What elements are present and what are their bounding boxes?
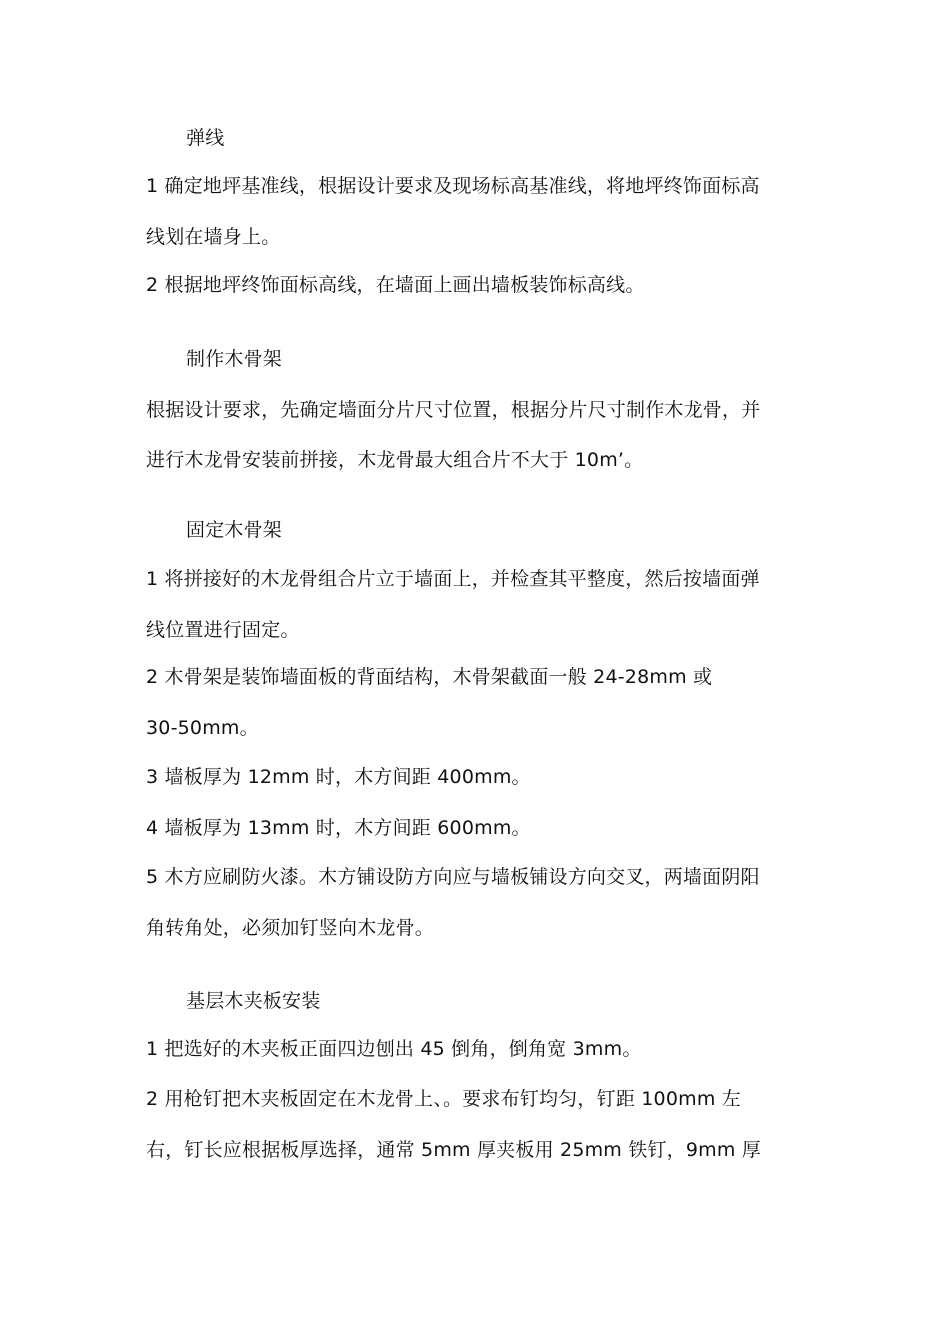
paragraph-line: 1 将拼接好的木龙骨组合片立于墙面上，并检查其平整度，然后按墙面弹: [146, 568, 760, 590]
paragraph-line: 30-50mm。: [146, 717, 259, 739]
section-heading-tanxian: 弹线: [186, 127, 225, 149]
section-heading-guding-mugujia: 固定木骨架: [186, 519, 283, 541]
paragraph-line: 2 根据地坪终饰面标高线，在墙面上画出墙板装饰标高线。: [146, 274, 645, 296]
paragraph-line: 1 把选好的木夹板正面四边刨出 45 倒角，倒角宽 3mm。: [146, 1038, 642, 1060]
paragraph-line: 4 墙板厚为 13mm 时，木方间距 600mm。: [146, 817, 531, 839]
paragraph-line: 角转角处，必须加钉竖向木龙骨。: [146, 917, 435, 939]
paragraph-line: 根据设计要求，先确定墙面分片尺寸位置，根据分片尺寸制作木龙骨，并: [146, 399, 761, 421]
paragraph-line: 进行木龙骨安装前拼接，木龙骨最大组合片不大于 10m’。: [146, 449, 644, 471]
section-heading-jiceng-mujiaban-anzhuang: 基层木夹板安装: [186, 990, 321, 1012]
paragraph-line: 线划在墙身上。: [146, 226, 281, 248]
paragraph-line: 右，钉长应根据板厚选择，通常 5mm 厚夹板用 25mm 铁钉，9mm 厚: [146, 1139, 762, 1161]
paragraph-line: 2 木骨架是装饰墙面板的背面结构，木骨架截面一般 24-28mm 或: [146, 666, 713, 688]
paragraph-line: 2 用枪钉把木夹板固定在木龙骨上、。要求布钉均匀，钉距 100mm 左: [146, 1088, 741, 1110]
paragraph-line: 5 木方应刷防火漆。木方铺设防方向应与墙板铺设方向交叉，两墙面阴阳: [146, 866, 760, 888]
section-heading-zhizuo-mugujia: 制作木骨架: [186, 348, 283, 370]
paragraph-line: 1 确定地坪基准线，根据设计要求及现场标高基准线，将地坪终饰面标高: [146, 175, 760, 197]
paragraph-line: 3 墙板厚为 12mm 时，木方间距 400mm。: [146, 766, 531, 788]
paragraph-line: 线位置进行固定。: [146, 619, 300, 641]
